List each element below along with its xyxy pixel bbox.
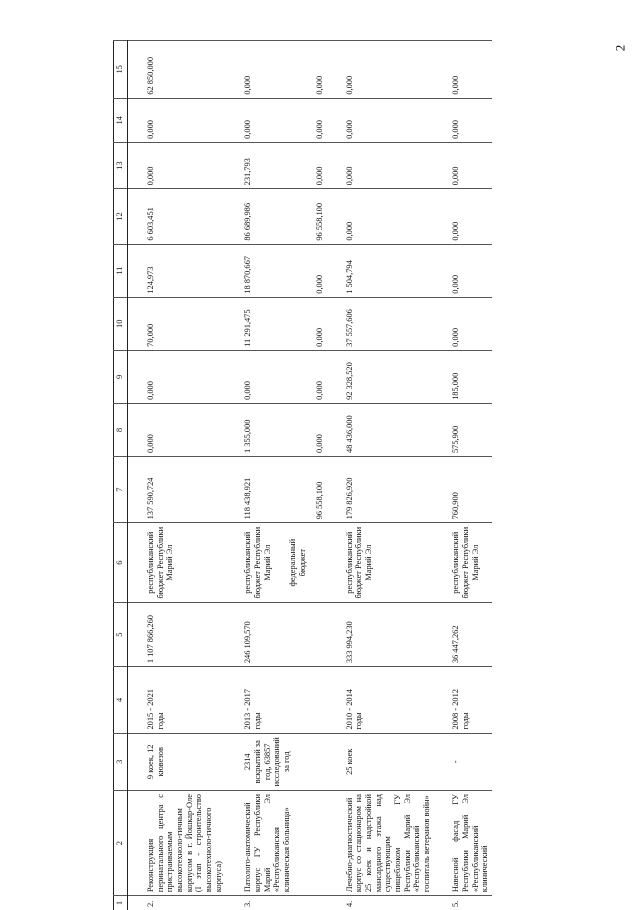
column-header-9: 9	[114, 350, 128, 403]
total-cost: 246 109,570	[241, 603, 326, 667]
table-row	[343, 41, 434, 910]
value-cell-c12	[343, 189, 434, 244]
amount-value: 70,000	[146, 301, 156, 347]
object-name: Лечебно-диагностический корпус со стационаром на 25 коек и надстройкой мансардного этажа над существующим пищеблоком ГУ Республики Марий Эл «Республиканский госпиталь ветеранов войн»	[343, 791, 434, 896]
funding-source: федеральный бюджет	[288, 526, 307, 599]
value-cell-c14	[144, 98, 225, 142]
funding-source-cell	[449, 523, 492, 603]
table-row	[144, 41, 225, 910]
funding-source-cell	[144, 523, 225, 603]
amount-value: 0,000	[315, 354, 325, 400]
period: 2008 - 2012 годы	[449, 667, 492, 733]
value-cell-c14	[343, 98, 434, 142]
value-cell-c12	[241, 189, 326, 244]
value-cell-c8	[449, 403, 492, 456]
amount-value: 0,000	[315, 44, 325, 95]
amount-value: 124,973	[146, 248, 156, 294]
capacity: 2314 вскрытий за год, 63857 исследований за год	[241, 733, 326, 791]
value-cell-c9	[449, 350, 492, 403]
value-cell-c7	[449, 457, 492, 523]
period: 2013 - 2017 годы	[241, 667, 326, 733]
rotated-table-wrapper	[113, 40, 633, 910]
amount-value: 18 870,667	[243, 248, 253, 294]
page-number: 2	[612, 45, 628, 52]
row-spacer	[327, 41, 343, 910]
row-spacer	[128, 41, 145, 910]
row-number: 3.	[241, 896, 326, 910]
row-spacer	[225, 41, 241, 910]
total-cost: 36 447,262	[449, 603, 492, 667]
funding-source: республиканский бюджет Республики Марий Эл	[345, 526, 374, 599]
value-cell-c11	[144, 244, 225, 297]
amount-value: 0,000	[451, 301, 461, 347]
column-header-2: 2	[114, 791, 128, 896]
value-cell-c10	[144, 297, 225, 350]
value-cell-c10	[241, 297, 326, 350]
amount-value: 0,000	[345, 44, 355, 95]
amount-value: 1 504,794	[345, 248, 355, 294]
value-cell-c12	[449, 189, 492, 244]
value-cell-c13	[144, 142, 225, 188]
period: 2010 - 2014 годы	[343, 667, 434, 733]
amount-value: 1 355,000	[243, 407, 253, 453]
row-number: 4.	[343, 896, 434, 910]
amount-value: 0,000	[345, 192, 355, 240]
column-header-11: 11	[114, 244, 128, 297]
amount-value: 137 590,724	[146, 460, 156, 519]
column-header-7: 7	[114, 457, 128, 523]
value-cell-c11	[241, 244, 326, 297]
amount-value: 231,793	[243, 146, 253, 185]
column-header-8: 8	[114, 403, 128, 456]
value-cell-c8	[241, 403, 326, 456]
amount-value: 11 291,475	[243, 301, 253, 347]
value-cell-c11	[449, 244, 492, 297]
column-header-12: 12	[114, 189, 128, 244]
value-cell-c13	[343, 142, 434, 188]
amount-value: 62 850,000	[146, 44, 156, 95]
value-cell-c14	[241, 98, 326, 142]
amount-value: 0,000	[243, 354, 253, 400]
amount-value: 179 826,920	[345, 460, 355, 519]
amount-value: 0,000	[345, 146, 355, 185]
amount-value: 96 558,100	[315, 192, 325, 240]
amount-value: 86 689,986	[243, 192, 253, 240]
value-cell-c15	[241, 41, 326, 99]
value-cell-c15	[343, 41, 434, 99]
funding-source-cell	[343, 523, 434, 603]
funding-source: республиканский бюджет Республики Марий Эл	[146, 526, 175, 599]
column-header-5: 5	[114, 603, 128, 667]
table-row	[449, 41, 492, 910]
amount-value: 96 558,100	[315, 460, 325, 519]
row-number: 2.	[144, 896, 225, 910]
value-cell-c13	[241, 142, 326, 188]
column-header-6: 6	[114, 523, 128, 603]
value-cell-c10	[343, 297, 434, 350]
capacity: 9 коек, 12 кювезов	[144, 733, 225, 791]
amount-value: 575,900	[451, 407, 461, 453]
amount-value: 0,000	[345, 102, 355, 139]
amount-value: 0,000	[315, 102, 325, 139]
funding-table	[113, 40, 492, 910]
capacity: 25 коек	[343, 733, 434, 791]
amount-value: 92 328,520	[345, 354, 355, 400]
header-row	[114, 41, 128, 910]
value-cell-c7	[144, 457, 225, 523]
column-header-10: 10	[114, 297, 128, 350]
object-name: Реконструкция перинатального центра с пристраиваемым высокотехноло-гичным корпусом в г. Йошкар-Оле (I этап - строительство высокотехноло-гичного корпуса)	[144, 791, 225, 896]
value-cell-c11	[343, 244, 434, 297]
column-header-14: 14	[114, 98, 128, 142]
row-number: 5.	[449, 896, 492, 910]
funding-source: республиканский бюджет Республики Марий Эл	[451, 526, 480, 599]
value-cell-c13	[449, 142, 492, 188]
amount-value: 0,000	[451, 44, 461, 95]
amount-value: 6 603,451	[146, 192, 156, 240]
value-cell-c9	[343, 350, 434, 403]
value-cell-c14	[449, 98, 492, 142]
table-row	[241, 41, 326, 910]
funding-source: республиканский бюджет Республики Марий Эл	[243, 526, 272, 599]
period: 2015 - 2021 годы	[144, 667, 225, 733]
amount-value: 185,000	[451, 354, 461, 400]
total-cost: 333 994,230	[343, 603, 434, 667]
object-name: Навесной фасад ГУ Республики Марий Эл «Республиканский клинический	[449, 791, 492, 896]
amount-value: 118 438,921	[243, 460, 253, 519]
amount-value: 0,000	[315, 146, 325, 185]
value-cell-c12	[144, 189, 225, 244]
table-body	[128, 41, 493, 910]
value-cell-c8	[144, 403, 225, 456]
value-cell-c8	[343, 403, 434, 456]
column-header-3: 3	[114, 733, 128, 791]
amount-value: 760,900	[451, 460, 461, 519]
column-header-15: 15	[114, 41, 128, 99]
amount-value: 0,000	[451, 102, 461, 139]
amount-value: 0,000	[451, 192, 461, 240]
row-spacer	[433, 41, 449, 910]
column-header-4: 4	[114, 667, 128, 733]
amount-value: 0,000	[146, 146, 156, 185]
value-cell-c9	[144, 350, 225, 403]
amount-value: 0,000	[315, 301, 325, 347]
amount-value: 0,000	[315, 248, 325, 294]
value-cell-c9	[241, 350, 326, 403]
value-cell-c15	[449, 41, 492, 99]
amount-value: 0,000	[146, 407, 156, 453]
amount-value: 0,000	[243, 44, 253, 95]
value-cell-c10	[449, 297, 492, 350]
value-cell-c15	[144, 41, 225, 99]
amount-value: 48 436,000	[345, 407, 355, 453]
amount-value: 0,000	[243, 102, 253, 139]
value-cell-c7	[343, 457, 434, 523]
column-header-1: 1	[114, 896, 128, 910]
amount-value: 37 557,606	[345, 301, 355, 347]
value-cell-c7	[241, 457, 326, 523]
object-name: Патолого-анатомический корпус ГУ Республики Марий Эл «Республиканская клиническая больница»	[241, 791, 326, 896]
amount-value: 0,000	[315, 407, 325, 453]
funding-source-cell	[241, 523, 326, 603]
amount-value: 0,000	[146, 354, 156, 400]
column-header-13: 13	[114, 142, 128, 188]
total-cost: 1 107 866,260	[144, 603, 225, 667]
capacity: -	[449, 733, 492, 791]
amount-value: 0,000	[146, 102, 156, 139]
amount-value: 0,000	[451, 248, 461, 294]
amount-value: 0,000	[451, 146, 461, 185]
